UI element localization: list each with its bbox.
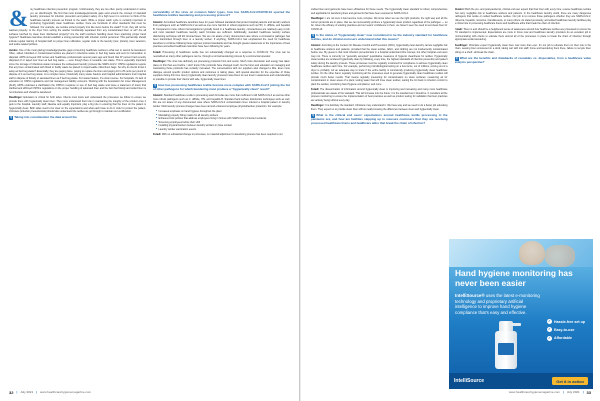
issue-date: July 2021 xyxy=(566,390,580,394)
article-paragraph xyxy=(311,8,448,15)
article-paragraph xyxy=(311,88,448,102)
question-marker: Q xyxy=(10,116,13,120)
check-icon: ✓ xyxy=(547,327,551,332)
question-text: Is the status of "hygienically clean" now considered to be the industry standard for healthcare textiles, and do clinical end users understand what this means? xyxy=(311,32,448,41)
ad-feature: ✓ Hassle-free set up xyxy=(547,319,585,324)
speaker-name: Fotadi: xyxy=(153,133,162,137)
right-page-footer xyxy=(301,388,600,396)
paragraph-text: I am not sure it has become more complex. We know when we use the right products, the right way and all the correct protocols are in place, that we can successfully produce a hygienically clean product regardless of the pathogen — so far. Given the efficacy of existing practices and our teams' confidence in them, we haven't seen the need to test clean linen for COVID-19. xyxy=(311,17,448,31)
right-page xyxy=(300,0,600,401)
page-number: 33 xyxy=(586,389,591,395)
paragraph-text: Processing of healthcare textile has not substantially changed as a response to COVID-19. The virus can be neutralized as many other pathogens can be, through a normal laundering process by a commercial operator. xyxy=(153,51,290,58)
drop-cap: & xyxy=(9,8,29,31)
speaker-name: Glowicz: xyxy=(153,20,164,24)
bullet-item: ■ Screening employees before their shift xyxy=(156,121,290,125)
question-heading xyxy=(455,57,592,65)
question-text: What is the clinical end users' expectations around healthcare textile processing in the pandemic era, and how are facilities stepping up to reassure customers that they are receiving processed healthcare linens and healthcare attire that break the chain of infection? xyxy=(311,112,448,125)
paragraph-text: One of the most glaring knowledge/practice gaps concerning healthcare textiles is what can or cannot be laundered. Often, soiled, bloodied or contaminated textiles are placed in infectious waste or bed bug waste and sent for incineration or disposal. ARTA surveyed 200 nurses and healthcare professionals several years ago and found that 97 percent had recently disposed of or taped over linen as bed bug waste — even though there is reusable, wet waste. This is especially important since the tonnage of infectious waste increases the subsequent laundry process like SARS-CoV-2. OSHA regulations require that any linen contaminated with blood or bodily waste be placed in impermeable rolled linen bags. So why do clients throw it away as bed bug waste? Essentially, they are paying twice: paying to replace the linen and paying 10 to 25 cents per pound to dispose of it as bed bug waste. At a complex issue, historically many waste haulers and hospital administrators train hospital staff to dispose of bloody or saturated linen as if bed bug waste. For waste haulers, it's extra revenue. For hospitals, it's lack of education on OSHA regulations and risk management liability concerns. Working with the Association for Linen Management (ALM), ARTA endorsed a clarification the OSHA's response to use of bed bag waste and issue a statement of intent that clarified and affirmed OSHA's regulations on the proper handling of saturated linen and the fact that bloody and soiled linen is not infectious and should be laundered. xyxy=(9,48,146,94)
paragraph-text: Clinicians expect hygienically clean linen now more than ever. It's our job to educate them on their role in the chain. Leaving linen uncovered on a dock, taking cart with into staff, home and laundering them there, failure to recycle linen sitting on a shelf...all break the chain. xyxy=(454,43,591,54)
ad-subtext xyxy=(455,293,540,315)
question-heading xyxy=(153,84,290,92)
speaker-name: Fotadi: xyxy=(153,51,162,54)
bullet-item: ■ Laundry worker vaccination events xyxy=(156,128,290,132)
check-icon: ✓ xyxy=(547,335,551,340)
paragraph-text: Both the pre- and post-pandemic, clinical end user expect that their linen will, every time, receive healthcare textiles that carry negligible risk to healthcare workers and patients. In the healthcare laundry world, there are many dangerous pathogens that reside on soiled healthcare textiles. Our job is to remove those pathogens whether they are SARS-CoV-2, influenza, hepatitis, norovirus, Candida auris, or many others. As stated previously, accredited healthcare laundry facilities play a critical role in processing healthcare linens and healthcare attire that break the chain of infection. xyxy=(454,8,591,25)
article-paragraph xyxy=(153,21,290,49)
speaker-name: Reedlinger: xyxy=(311,17,325,21)
paragraph-text: Education is critical for both sides. Clients must know and understand the processes we follow to ensure we provide them with hygienically clean linen. They must understand their role in maintaining the integrity of the product once it gets to the hospital. Laundry staff, likewise and equally important, play a big role in ensuring that the linen on the patient is hygienically clean. Both sides need to be clear on the expectations and what each have to do in order to protect the patient. Clinicians (infection preventionists) should also understand the textiles we go through to maintain our certification. xyxy=(9,96,146,114)
question-marker: Q xyxy=(455,56,458,60)
speaker-name: Reedlinger: xyxy=(454,43,468,47)
article-paragraph xyxy=(455,44,592,55)
footer-separator: | xyxy=(582,390,584,394)
paragraph-text: Accredited healthcare laundries have for years followed standards that protect hospital patients and laundry workers from pathogens such as SARS-CoV-2 as well as one more harmful or robust organisms such as HIV, C. difficile, and hepatitis B. Compared to more robust microorganisms typically found in a healthcare laundry, coronaviruses are relatively easy to kill, and most standard healthcare laundry wash formulas are sufficient. Additionally, standard healthcare laundry surface disinfecting technique will kill coronaviruses. We are not aware of any documented case where a coronavirus pathogen has been transmitted through linen or a laundry worker. If anything, SARS-CoV-2 has emphasized the need for healthcare laundries to continue following these rigorous protocol standards and has brought greater awareness to the importance of best practices accredited healthcare laundries have been following for years. xyxy=(153,20,290,49)
paragraph-text: The virus has definitely put processing protocols front and center. Much more discussion and energy has taken place on this than ever before. I don't know if the protocols have changed much, but the focus and education on managing and maintaining those protocols has certainly increased. The conversations with our suppliers also changed a little. Even more dialogue around specific product options and outcomes is taking place, with special attention for the expertise of those suppliers during this time. Every hygienically clean laundry processor was driven to new level in awareness and understanding to possible to provide their clients with safe, hygienically clean linen. xyxy=(153,60,290,81)
question-heading xyxy=(9,116,146,120)
check-icon: ✓ xyxy=(547,319,551,323)
bullet-item: ■ Enhanced sick policies that address employees living in homes with SARS-CoV-2 infected residents xyxy=(156,117,290,121)
speaker-name: Glowicz: xyxy=(153,94,164,97)
left-column-2 xyxy=(153,8,290,383)
speaker-name: Reedlinger: xyxy=(9,96,23,100)
article-paragraph xyxy=(153,133,290,137)
dispenser-image xyxy=(489,321,523,369)
bullet-item: ■ Mandating properly fitting masks for all laundry workers xyxy=(156,114,290,118)
ad-features xyxy=(547,319,591,344)
question-heading xyxy=(311,34,448,42)
ad-feature: ✓ Easy-to-use xyxy=(547,327,575,332)
speaker-name: Reedlinger: xyxy=(311,104,325,108)
speaker-name: Jacobs: xyxy=(9,48,19,52)
paragraph-text: With no substantial change to processes, no material adjustment to laundering process has been required to our xyxy=(161,133,283,137)
article-paragraph xyxy=(9,96,146,114)
bullet-list xyxy=(156,110,290,131)
question-heading xyxy=(153,11,290,19)
paragraph-text: The dissemination of information around hygienically clean is improving and increasing and many more healthcare professionals are aware of the standard. This will increase into the future; it is the standard as it should be. It considers all the process monitoring to ensure the implementation of best practices as well as product testing for validation that best practices are actively being utilized every day. xyxy=(311,88,448,102)
question-marker: Q xyxy=(312,113,315,117)
ad-cta-button[interactable]: Get it in action xyxy=(552,377,588,385)
article-paragraph xyxy=(153,94,290,108)
ad-logo: IntelliSource xyxy=(454,378,485,384)
question-marker: Q xyxy=(154,83,157,87)
article-paragraph xyxy=(455,8,592,26)
speaker-name: Fotadi: xyxy=(311,88,320,92)
question-heading xyxy=(311,114,448,126)
bullet-item: ■ Installing physical barriers between laundry workers in close contact xyxy=(156,124,290,128)
speaker-name: Glowicz: xyxy=(311,44,322,47)
paragraph-text: Standard healthcare textile is processing wash formulas are more than sufficient to kill SARS-CoV-2 as well as other more robust pathogens such as C. difficile, HIV, and hepatitis B. Standard hard surface disinfection techniques work as well. We are not aware of any documented case where SARS-CoV-2 contamination linen infected a hospital patient or laundry worker. Most laundry process changes have been around enhanced employee physical/worker protection. For example: xyxy=(153,94,290,108)
footer-separator: | xyxy=(563,390,564,394)
article-paragraph xyxy=(9,49,146,95)
bullet-item: ■ Increased emphasis on hand hygiene throughout the plant xyxy=(156,110,290,114)
footer-separator: | xyxy=(36,390,37,394)
right-column-1 xyxy=(311,8,448,383)
left-page-footer xyxy=(0,388,299,396)
speaker-name: Fotadi: xyxy=(454,27,463,31)
paragraph-text: It is definitely the standard. Clinicians may understand it. We have way and we need to do a better job educating them. They expect us to provide clean linen without really knowing the difference between clean and hygienically clean. xyxy=(311,104,448,111)
page-number: 32 xyxy=(9,389,14,395)
footer-separator: | xyxy=(16,390,18,394)
article-paragraph xyxy=(455,28,592,42)
website-link[interactable]: www.healthcarehygienemagazine.com xyxy=(508,390,561,394)
article-paragraph xyxy=(311,104,448,111)
ad-photo xyxy=(449,239,593,267)
paragraph-text: According to the Centers for Disease Control and Prevention (CDC), hygienically clean laundry carries negligible risk to healthcare workers and patients, provided that the clean textiles, fabric, and clothing are not inadvertently contaminated before use. My guess is that most infection preventionists in a hospital understand this concept, but other hospital end users may not. There is currently no "generally accepted" quantitative measures of hygienic cleanliness for textiles. Hygienically clean textiles are rendered hygienically clean by following, every time, the highest standards of infection prevention and patient safety during the laundry process. These processes must be regularly monitored for compliance to achieve hygienically clean healthcare textiles each time. For example, performing microbiological testing on a few items, out of millions, coming out of a dryer is probably not an adequate way to know if the entire facility is consistently producing hygienically clean healthcare textiles. On the other hand, regularly monitoring all the processes used to generate hygienically clean healthcare textiles will provide much better results. That means regularly measuring for contamination on clean surfaces; measuring air for contamination in clean areas of a plant; testing water that will rinse clean textiles; testing the lint back to infection control to plant the textiles; monitoring hand hygiene compliance; and more. xyxy=(311,44,448,86)
article-paragraph xyxy=(9,8,146,47)
article-paragraph xyxy=(311,17,448,31)
article-paragraph xyxy=(311,44,448,86)
article-paragraph xyxy=(153,60,290,81)
advertisement[interactable] xyxy=(449,239,593,389)
question-marker: Q xyxy=(312,33,315,37)
issue-date: July 2021 xyxy=(20,390,34,394)
ad-footer xyxy=(449,373,593,389)
paragraph-text: my healthcare infection prevention program. Unfortunately, they are too often poorly understood or worse yet, an afterthought. We find that most knowledge/protocols gaps exist around the concept of standard laundry processes for infection prevention and patient safety. At a high level it is common to think of the healthcare laundry process as limited to the wash. While a proper wash cycle is certainly important to producing hygienically clean healthcare textiles, there are hundreds of other standards that must be followed. For example, are textiles sorted properly into like items before the wash? If not, they will not be washed properly. Is the dryer from setting the washer functionally separated from any contaminated linen or air? Are all surfaces touched by clean linen disinfected properly? Are the staff members handling clean linen practicing proper hand hygiene? Healthcare laundries should establish a strong partnership with infection control personnel. This partnership should include regular training of hospital staff on proper linen utilization, regular visits to the laundry (tour, photos), linen selection, and textile-related policies. xyxy=(9,8,146,46)
paragraph-text: crafted linen and garments have been efficacious for these needs. The hygienically clean standard is robust, comprehensive and applicable for laundering linen and garments that have been exposed to SARS-CoV-2. xyxy=(311,8,448,15)
question-text: survivability of the virus on common fabric types, how has SARS-CoV-2/COVID-19 spurred the healthcare textiles laundering and processing protocol? xyxy=(153,9,290,18)
question-text: How has processing healthcare textile become more complex with SARS-CoV-2 joining the list of other pathogens for which laundering must produce a "hygienically clean" result? xyxy=(153,82,290,91)
paragraph-text: There is and should be a heightened sense of awareness around how healthcare textiles are processed to ensure the HC standard is implemented. Expectations are more in focus now and healthcare laundry providers do an excellent job in communicating with clients to educate them around all of the processes in place to break the chain of infection through appropriate textile laundering. xyxy=(454,27,591,42)
article-paragraph xyxy=(153,51,290,58)
speaker-name: Glowicz: xyxy=(454,8,465,11)
website-link[interactable]: www.healthcarehygienemagazine.com xyxy=(39,390,92,394)
question-text: What are the benefits and drawbacks of reusables vs. disposables, from a healthcare value analysis perspective? xyxy=(454,55,591,64)
question-text: Taking into consideration the data around the xyxy=(14,115,77,120)
ad-brand: IntelliSource® xyxy=(455,293,485,298)
ad-description: uses the latest e-monitoring technology and proprietary artificial intelligence to improve hand hygiene compliance that's easy and effective. xyxy=(455,293,540,315)
left-column-1 xyxy=(9,8,146,383)
ad-feature: ✓ Affordable xyxy=(547,335,572,341)
speaker-name: Reedlinger: xyxy=(153,60,167,64)
ad-headline: Hand hygiene monitoring has never been easier xyxy=(455,268,573,288)
